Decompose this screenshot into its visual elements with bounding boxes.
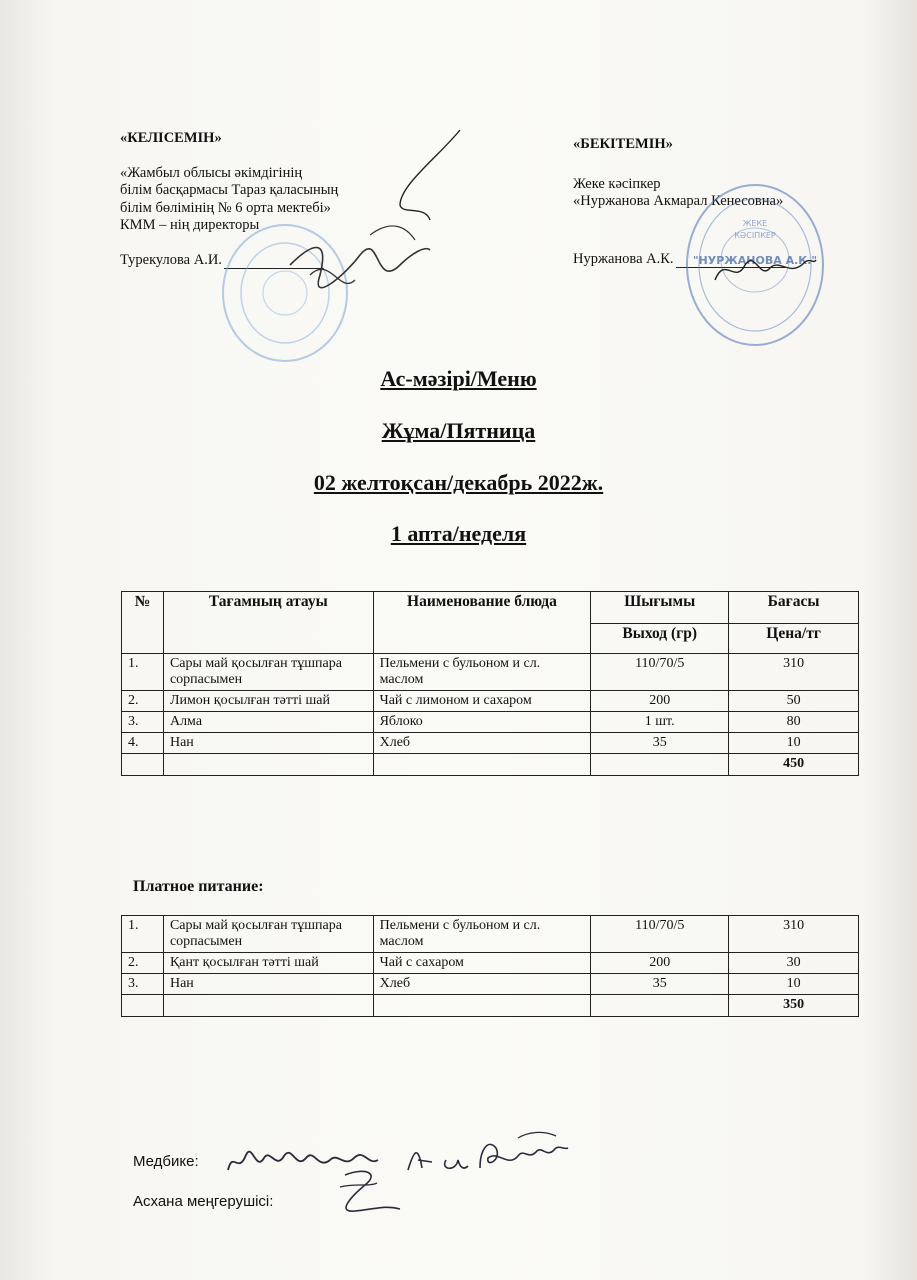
cell-num: 1. xyxy=(122,654,164,691)
canteen-manager-label: Асхана меңгерушісі: xyxy=(133,1193,274,1210)
approval-left-line: «Жамбыл облысы әкімдігінің xyxy=(120,164,303,181)
cell-yield: 200 xyxy=(591,691,729,712)
approval-left-line: білім басқармасы Тараз қаласының xyxy=(120,182,339,198)
cell-price: 10 xyxy=(729,974,859,995)
header-name-ru: Наименование блюда xyxy=(373,592,591,654)
approval-right-line: «Нуржанова Акмарал Кенесовна» xyxy=(573,193,784,209)
cell-price: 30 xyxy=(729,953,859,974)
nurse-label: Медбике: xyxy=(133,1153,199,1170)
cell-name-kz: Сары май қосылған тұшпара сорпасымен xyxy=(163,654,373,691)
week-title: 1 апта/неделя xyxy=(390,521,527,546)
cell-name-kz: Алма xyxy=(163,712,373,733)
paid-meals-label: Платное питание: xyxy=(133,878,264,895)
cell-price: 50 xyxy=(729,691,859,712)
cell-yield: 35 xyxy=(591,733,729,754)
table-row xyxy=(122,733,859,754)
cell-yield: 110/70/5 xyxy=(591,654,729,691)
approval-right-line: Жеке кәсіпкер xyxy=(573,175,661,192)
stamp-text: ЖЕКЕ xyxy=(742,219,768,228)
cell-name-kz: Нан xyxy=(163,974,373,995)
cell-name-ru: Яблоко xyxy=(373,712,591,733)
table-row xyxy=(122,654,859,691)
header-yield-kz: Шығымы xyxy=(591,592,729,624)
cell-name-ru: Чай с лимоном и сахаром xyxy=(373,691,591,712)
approval-right-heading: «БЕКІТЕМІН» xyxy=(573,136,673,152)
cell-name-ru: Чай с сахаром xyxy=(373,953,591,974)
cell-price: 80 xyxy=(729,712,859,733)
approval-left-signer: Турекулова А.И. xyxy=(120,251,222,268)
cell-yield: 1 шт. xyxy=(591,712,729,733)
cell-price: 310 xyxy=(729,916,859,953)
cell-name-kz: Нан xyxy=(163,733,373,754)
cell-num: 2. xyxy=(122,953,164,974)
header-price-ru: Цена/тг xyxy=(729,624,859,654)
cell-price: 310 xyxy=(729,654,859,691)
approval-left-heading: «КЕЛІСЕМІН» xyxy=(120,130,222,146)
stamp-text: КӘСІПКЕР xyxy=(734,231,776,240)
cell-num: 3. xyxy=(122,974,164,995)
header-num: № xyxy=(122,592,164,654)
cell-name-kz: Қант қосылған тәтті шай xyxy=(163,953,373,974)
cell-num: 1. xyxy=(122,916,164,953)
cell-num: 2. xyxy=(122,691,164,712)
approval-left-line: КММ – нің директоры xyxy=(120,217,260,233)
cell-price: 10 xyxy=(729,733,859,754)
table-row xyxy=(122,953,859,974)
table-row xyxy=(122,974,859,995)
cell-name-ru: Пельмени с бульоном и сл. маслом xyxy=(373,654,591,691)
cell-total: 350 xyxy=(729,995,859,1017)
cell-yield: 35 xyxy=(591,974,729,995)
cell-yield: 200 xyxy=(591,953,729,974)
header-name-kz: Тағамның атауы xyxy=(163,592,373,654)
cell-name-ru: Хлеб xyxy=(373,974,591,995)
cell-num: 4. xyxy=(122,733,164,754)
menu-table xyxy=(121,591,859,776)
table-total-row xyxy=(122,995,859,1017)
paid-table xyxy=(121,915,859,1017)
date-title: 02 желтоқсан/декабрь 2022ж. xyxy=(313,470,604,495)
table-row xyxy=(122,691,859,712)
canteen-manager-signature xyxy=(325,1165,415,1225)
cell-name-ru: Хлеб xyxy=(373,733,591,754)
menu-title: Ас-мәзірі/Меню xyxy=(380,366,537,391)
director-signature xyxy=(250,125,480,325)
cell-num: 3. xyxy=(122,712,164,733)
table-header-row xyxy=(122,592,859,624)
cell-total: 450 xyxy=(729,754,859,776)
cell-name-kz: Сары май қосылған тұшпара сорпасымен xyxy=(163,916,373,953)
table-row xyxy=(122,712,859,733)
table-total-row xyxy=(122,754,859,776)
cell-yield: 110/70/5 xyxy=(591,916,729,953)
day-title: Жұма/Пятница xyxy=(381,418,536,443)
table-row xyxy=(122,916,859,953)
entrepreneur-signature xyxy=(710,250,820,290)
approval-left-line: білім бөлімінің № 6 орта мектебі» xyxy=(120,199,331,216)
header-yield-ru: Выход (гр) xyxy=(591,624,729,654)
stamp-text: "НУРЖАНОВА А.К." xyxy=(692,254,818,267)
approval-right-signer: Нуржанова А.К. xyxy=(573,250,674,267)
header-price-kz: Бағасы xyxy=(729,592,859,624)
cell-name-kz: Лимон қосылған тәтті шай xyxy=(163,691,373,712)
cell-name-ru: Пельмени с бульоном и сл. маслом xyxy=(373,916,591,953)
